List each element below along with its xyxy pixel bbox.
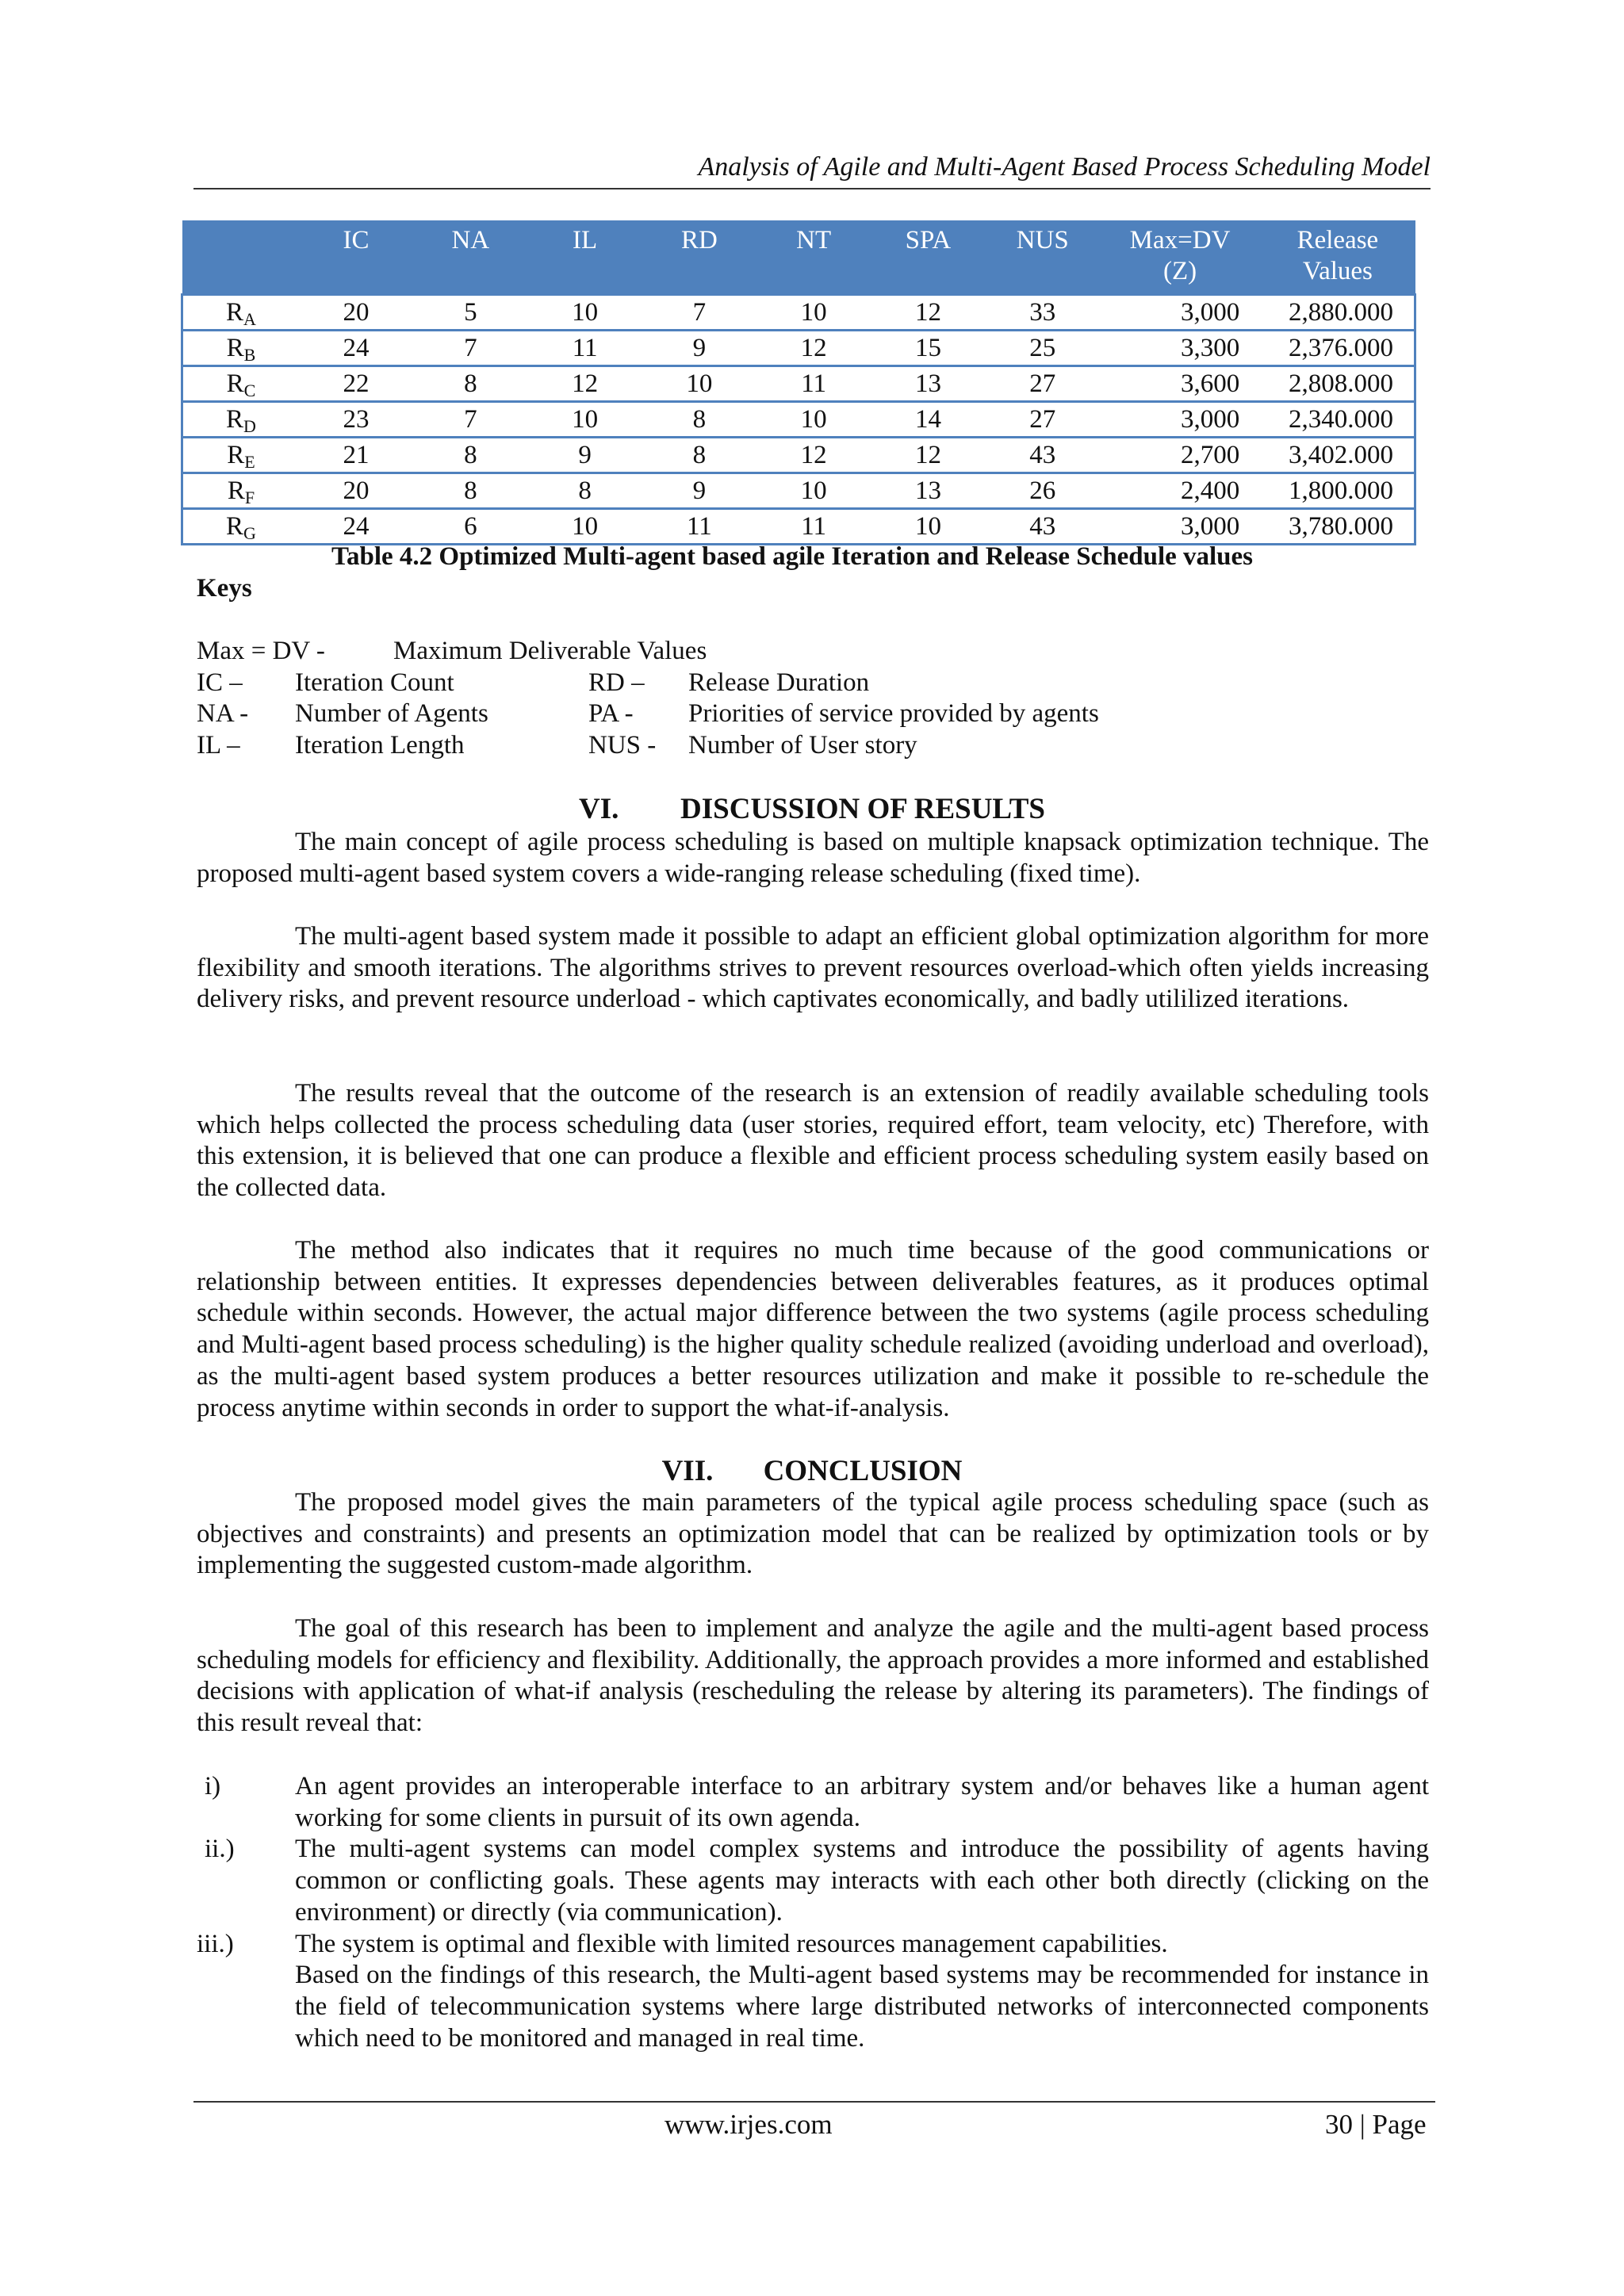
table-cell: 9: [527, 438, 642, 473]
table-cell: 2,700: [1100, 438, 1260, 473]
table-cell: 3,000: [1100, 402, 1260, 438]
discussion-paragraph-4: The method also indicates that it requires no much time because of the good communications or relationship between entities. It expresses dependencies between deliverables features, as it produces optimal schedule within seconds. However, the actual major difference between the two systems (agile process scheduling and Multi-agent based process scheduling) is the higher quality schedule realized (avoiding underload and overload), as the multi-agent based system produces a better resources utilization and make it possible to re-schedule the process anytime within seconds in order to support the what-if-analysis.: [197, 1236, 1429, 1422]
key-definition: Priorities of service provided by agents: [688, 699, 1099, 728]
table-cell: 7: [413, 402, 527, 438]
table-cell: 22: [299, 366, 413, 402]
table-cell: 3,402.000: [1260, 438, 1415, 473]
table-cell: 12: [756, 331, 871, 366]
header-cell-il: IL: [527, 220, 642, 295]
row-label: $R_E$: [182, 438, 299, 473]
running-header: Analysis of Agile and Multi-Agent Based Process Scheduling Model: [698, 152, 1431, 182]
key-definition: Release Duration: [688, 668, 870, 697]
header-cell-spa: SPA: [871, 220, 985, 295]
row-label: $R_B$: [182, 331, 299, 366]
row-label: $R_A$: [182, 295, 299, 331]
table-cell: 27: [986, 366, 1100, 402]
section-heading-conclusion: [0, 1454, 1624, 1488]
table-header-row: [182, 220, 1415, 295]
footer-url: www.irjes.com: [665, 2109, 833, 2140]
table-cell: 7: [413, 331, 527, 366]
table-cell: 8: [642, 402, 756, 438]
key-definition: Number of User story: [688, 730, 917, 760]
header-rule: [193, 188, 1431, 189]
table-cell: 10: [756, 473, 871, 509]
footer-rule: [193, 2101, 1435, 2103]
list-item: [197, 1929, 1429, 1961]
table-cell: 12: [871, 295, 985, 331]
table-cell: 3,600: [1100, 366, 1260, 402]
table-cell: 1,800.000: [1260, 473, 1415, 509]
table-row: [182, 331, 1415, 366]
conclusion-paragraph-1: The proposed model gives the main parameters of the typical agile process scheduling space (such as objectives and constraints) and presents an optimization model that can be realized by optimization tools or by implementing the suggested custom-made algorithm.: [197, 1488, 1429, 1580]
table-cell: 10: [527, 402, 642, 438]
table-cell: 12: [871, 438, 985, 473]
page-number: 30 | Page: [1325, 2109, 1427, 2140]
table-cell: 5: [413, 295, 527, 331]
row-label: $R_C$: [182, 366, 299, 402]
findings-list: [197, 1771, 1429, 2054]
discussion-paragraph-2: The multi-agent based system made it possible to adapt an efficient global optimization algorithm for more flexibility and smooth iterations. The algorithms strives to prevent resources overload-which often yields increasing delivery risks, and prevent resource underload - which captivates economically, and badly utililized iterations.: [197, 922, 1429, 1014]
key-abbr: Max = DV -: [197, 637, 325, 665]
discussion-paragraph-3: The results reveal that the outcome of the research is an extension of readily available scheduling tools which helps collected the process scheduling data (user stories, required effort, team velocity, etc) Therefore, with this extension, it is believed that one can produce a flexible and efficient process scheduling system easily based on the collected data.: [197, 1079, 1429, 1203]
list-item: [197, 1771, 1429, 1834]
key-abbr: PA -: [588, 699, 634, 728]
table-cell: 24: [299, 331, 413, 366]
table-cell: 12: [756, 438, 871, 473]
row-label: $R_G$: [182, 509, 299, 545]
section-number: VII.: [661, 1455, 714, 1487]
schedule-table: [181, 220, 1416, 545]
table-cell: 10: [527, 509, 642, 545]
table-cell: 23: [299, 402, 413, 438]
table-cell: 8: [413, 473, 527, 509]
row-label: $R_D$: [182, 402, 299, 438]
table-row: [182, 438, 1415, 473]
table-cell: 9: [642, 331, 756, 366]
conclusion-paragraph-2: The goal of this research has been to implement and analyze the agile and the multi-agent based process scheduling models for efficiency and flexibility. Additionally, the approach provides a more informed and established decisions with application of what-if analysis (rescheduling the release by altering its parameters). The findings of this result reveal that:: [197, 1614, 1429, 1738]
table-cell: 8: [642, 438, 756, 473]
discussion-paragraph-1: The main concept of agile process scheduling is based on multiple knapsack optimization technique. The proposed multi-agent based system covers a wide-ranging release scheduling (fixed time).: [197, 828, 1429, 888]
table-cell: 13: [871, 473, 985, 509]
table-row: [182, 402, 1415, 438]
closing-paragraph: [197, 1960, 1429, 2054]
header-cell-blank: [182, 220, 299, 295]
key-definition: Iteration Count: [295, 668, 454, 697]
list-item-text: An agent provides an interoperable interface to an arbitrary system and/or behaves like a human agent working for some clients in pursuit of its own agenda.: [295, 1772, 1429, 1832]
table-cell: 10: [642, 366, 756, 402]
list-item: [197, 1834, 1429, 1928]
table-cell: 20: [299, 473, 413, 509]
table-row: [182, 366, 1415, 402]
table-cell: 27: [986, 402, 1100, 438]
list-marker: ii.): [205, 1835, 235, 1864]
section-heading-discussion: [0, 792, 1624, 826]
section-title: CONCLUSION: [763, 1455, 963, 1487]
header-cell-nt: NT: [756, 220, 871, 295]
table-cell: 13: [871, 366, 985, 402]
header-cell-nus: NUS: [986, 220, 1100, 295]
table-cell: 8: [413, 366, 527, 402]
table-cell: 10: [756, 402, 871, 438]
key-definition: Number of Agents: [295, 699, 488, 728]
table-cell: 2,808.000: [1260, 366, 1415, 402]
closing-text: Based on the findings of this research, the Multi-agent based systems may be recommended for instance in the field of telecommunication systems where large distributed networks of interconnected components which need to be monitored and managed in real time.: [295, 1961, 1429, 2053]
table-cell: 10: [871, 509, 985, 545]
table-cell: 9: [642, 473, 756, 509]
table-cell: 21: [299, 438, 413, 473]
table-row: [182, 473, 1415, 509]
table-cell: 3,780.000: [1260, 509, 1415, 545]
key-abbr: NA -: [197, 699, 249, 728]
section-number: VI.: [579, 793, 619, 825]
key-abbr: RD –: [588, 668, 645, 697]
table-cell: 3,000: [1100, 509, 1260, 545]
table-caption: Table 4.2 Optimized Multi-agent based agile Iteration and Release Schedule values: [331, 542, 1254, 571]
table-cell: 14: [871, 402, 985, 438]
table-cell: 2,376.000: [1260, 331, 1415, 366]
header-cell-rd: RD: [642, 220, 756, 295]
table-cell: 8: [527, 473, 642, 509]
table-cell: 26: [986, 473, 1100, 509]
key-abbr: IL –: [197, 730, 240, 760]
table-cell: 11: [527, 331, 642, 366]
table-cell: 11: [756, 509, 871, 545]
table-cell: 6: [413, 509, 527, 545]
table-cell: 43: [986, 509, 1100, 545]
table-cell: 25: [986, 331, 1100, 366]
list-marker: i): [205, 1772, 221, 1800]
header-cell-ic: IC: [299, 220, 413, 295]
table-cell: 24: [299, 509, 413, 545]
table-cell: 20: [299, 295, 413, 331]
section-title: DISCUSSION OF RESULTS: [680, 793, 1045, 825]
table-row: [182, 295, 1415, 331]
key-abbr: NUS -: [588, 730, 657, 760]
list-marker: iii.): [197, 1929, 234, 1958]
key-abbr: IC –: [197, 668, 243, 697]
table-cell: 10: [527, 295, 642, 331]
table-cell: 7: [642, 295, 756, 331]
table-cell: 43: [986, 438, 1100, 473]
table-cell: 12: [527, 366, 642, 402]
keys-heading: Keys: [197, 574, 252, 603]
table-cell: 8: [413, 438, 527, 473]
list-item-text: The system is optimal and flexible with limited resources management capabilities.: [295, 1929, 1168, 1958]
header-cell-maxdv: Max=DV (Z): [1100, 220, 1260, 295]
key-definition: Maximum Deliverable Values: [393, 637, 707, 665]
table-cell: 3,300: [1100, 331, 1260, 366]
list-item-text: The multi-agent systems can model complex systems and introduce the possibility of agents having common or conflicting goals. These agents may interacts with each other both directly (clicking on the environment) or directly (via communication).: [295, 1835, 1429, 1927]
table-row: [182, 509, 1415, 545]
table-cell: 10: [756, 295, 871, 331]
table-cell: 11: [756, 366, 871, 402]
table-cell: 33: [986, 295, 1100, 331]
table-cell: 2,340.000: [1260, 402, 1415, 438]
row-label: $R_F$: [182, 473, 299, 509]
header-cell-release: Release Values: [1260, 220, 1415, 295]
header-cell-na: NA: [413, 220, 527, 295]
table-cell: 2,880.000: [1260, 295, 1415, 331]
table-cell: 2,400: [1100, 473, 1260, 509]
table-cell: 3,000: [1100, 295, 1260, 331]
table-cell: 15: [871, 331, 985, 366]
key-definition: Iteration Length: [295, 730, 465, 760]
table-cell: 11: [642, 509, 756, 545]
